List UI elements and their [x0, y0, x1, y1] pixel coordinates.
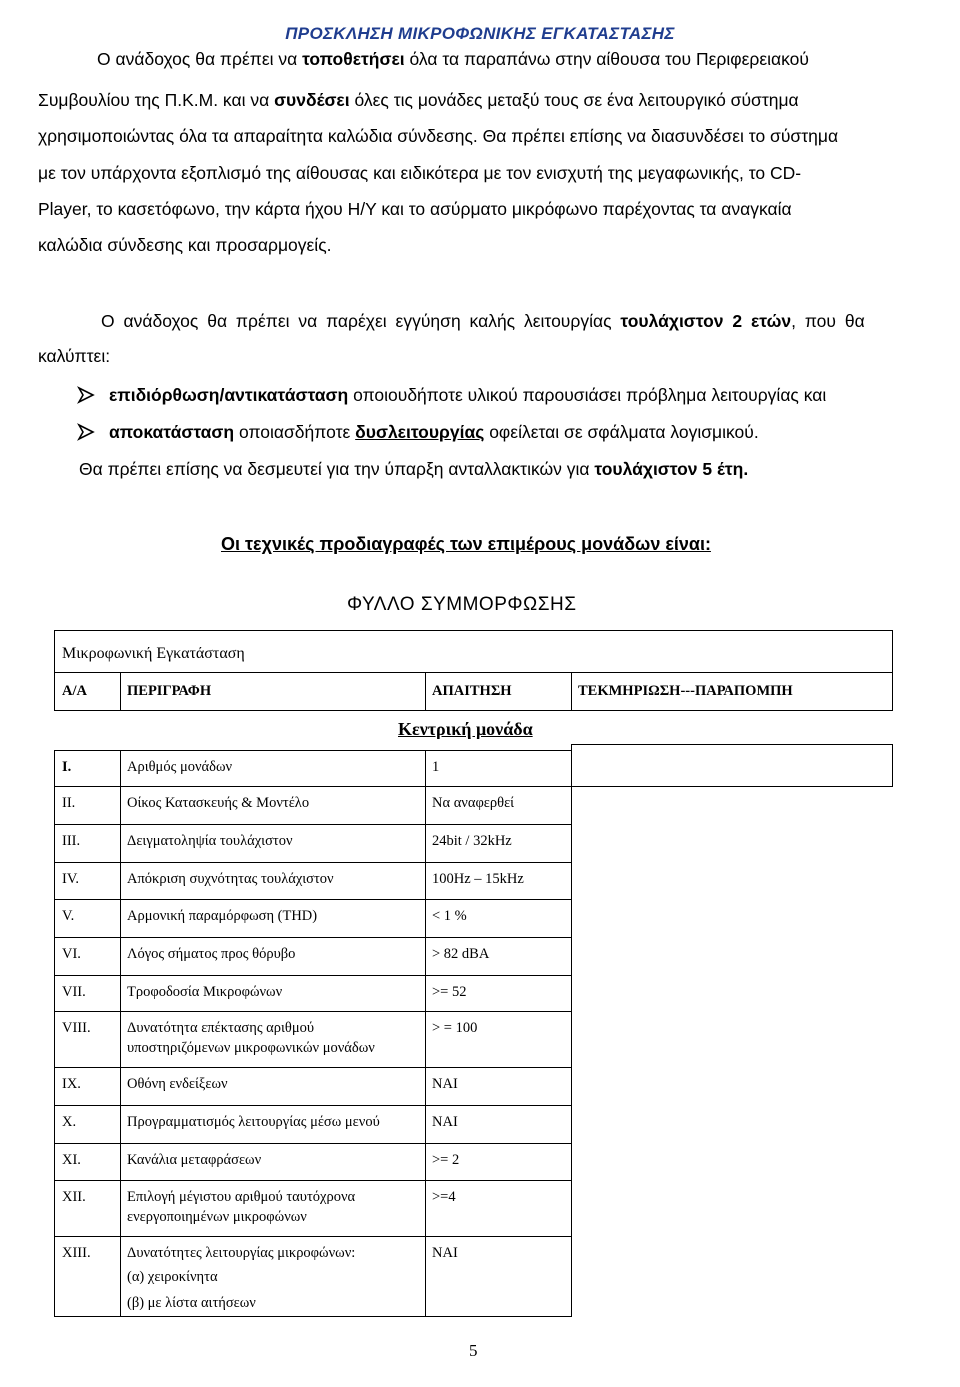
text: οποιουδήποτε υλικού παρουσιάσει πρόβλημα λειτουργίας και [348, 385, 827, 405]
row-requirement: 1 [432, 759, 440, 775]
table-row-border-top [54, 1105, 572, 1106]
table-doc-col-border [571, 786, 893, 787]
para1-line4: με τον υπάρχοντα εξοπλισμό της αίθουσας και ειδικότερα με τον ενισχυτή της μεγαφωνικής, το CD- [38, 163, 802, 183]
table-col-sep [571, 786, 572, 825]
table-col-sep [571, 1180, 572, 1237]
table-row-border-top [54, 786, 572, 787]
row-number: XI. [62, 1152, 81, 1168]
table-col-sep [120, 1105, 121, 1144]
table-col-sep [120, 1236, 121, 1317]
specs-heading: Οι τεχνικές προδιαγραφές των επιμέρους μονάδων είναι: [221, 534, 711, 554]
table-col-sep [425, 1105, 426, 1144]
table-row-border-top [54, 750, 572, 751]
table-col-sep [120, 899, 121, 938]
row-description: Δυνατότητες λειτουργίας μικροφώνων: [127, 1245, 356, 1261]
row-description-line2: (α) χειροκίνητα [127, 1269, 218, 1285]
table-col-sep [571, 1011, 572, 1068]
table-col-sep [425, 1236, 426, 1317]
table-row-border-left [54, 824, 55, 863]
table-col-sep [425, 1143, 426, 1181]
table-row-border-top [54, 824, 572, 825]
table-col-sep [120, 862, 121, 900]
row-number: IX. [62, 1076, 81, 1092]
table-border-right [892, 630, 893, 711]
table-col-sep [120, 1180, 121, 1237]
table-col-sep [120, 937, 121, 976]
row-description: Απόκριση συχνότητας τουλάχιστον [127, 871, 334, 887]
table-col-sep [425, 975, 426, 1012]
row-requirement: >=4 [432, 1189, 456, 1205]
table-row-border-left [54, 937, 55, 976]
row-number: XIII. [62, 1245, 91, 1261]
table-row-border-left [54, 1105, 55, 1144]
bold-text: επιδιόρθωση/αντικατάσταση [109, 385, 349, 405]
table-col-sep [571, 750, 572, 787]
table-col-sep [120, 1011, 121, 1068]
compliance-title: ΦΥΛΛΟ ΣΥΜΜΟΡΦΩΣΗΣ [347, 594, 577, 615]
text: , που θα [791, 311, 865, 331]
table-col-sep [571, 1143, 572, 1181]
table-row-border-top [54, 1067, 572, 1068]
table-doc-col-border [892, 744, 893, 787]
page-number: 5 [469, 1341, 478, 1360]
table-col-sep [120, 975, 121, 1012]
row-requirement: Να αναφερθεί [432, 795, 515, 811]
row-requirement: >= 52 [432, 984, 467, 1000]
table-border-top [54, 630, 893, 631]
table-row-border-left [54, 1180, 55, 1237]
table-row-border-left [54, 786, 55, 825]
table-col-sep [571, 1236, 572, 1317]
table-col-sep [120, 1143, 121, 1181]
row-requirement: > 82 dBA [432, 946, 490, 962]
row-requirement: 100Hz – 15kHz [432, 871, 524, 887]
table-row-border-left [54, 1067, 55, 1106]
row-number: X. [62, 1114, 77, 1130]
table-row-border-left [54, 1143, 55, 1181]
para1-line3: χρησιμοποιώντας όλα τα απαραίτητα καλώδια σύνδεσης. Θα πρέπει επίσης να διασυνδέσει το σύστημα [38, 126, 839, 146]
table-caption: Μικροφωνική Εγκατάσταση [62, 645, 245, 662]
row-number: I. [62, 759, 72, 775]
text: Συμβουλίου της Π.Κ.Μ. και να [38, 90, 275, 110]
table-row-border-bottom [54, 1316, 572, 1317]
table-row-border-left [54, 862, 55, 900]
table-row-border-left [54, 899, 55, 938]
bullet-item-2 [77, 421, 759, 443]
row-number: VII. [62, 984, 86, 1000]
table-col-sep [425, 672, 426, 711]
table-col-sep [571, 1067, 572, 1106]
text: όλα τα παραπάνω στην αίθουσα του Περιφερειακού [404, 49, 809, 69]
text: οφείλεται σε σφάλματα λογισμικού. [484, 422, 759, 442]
table-section-title: Κεντρική μονάδα [398, 719, 533, 739]
row-description: Δυνατότητα επέκτασης αριθμού [127, 1020, 315, 1036]
table-row-border-left [54, 750, 55, 787]
row-description: Κανάλια μεταφράσεων [127, 1152, 262, 1168]
table-rule [54, 710, 893, 711]
row-description: Λόγος σήματος προς θόρυβο [127, 946, 296, 962]
row-requirement: >= 2 [432, 1152, 460, 1168]
table-col-sep [425, 899, 426, 938]
table-row-border-left [54, 1236, 55, 1317]
table-row-border-top [54, 975, 572, 976]
row-description-line2: ενεργοποιημένων μικροφώνων [127, 1209, 307, 1225]
row-requirement: ΝΑΙ [432, 1076, 458, 1092]
bold-text: συνδέσει [274, 90, 350, 110]
table-col-sep [571, 824, 572, 863]
table-header-num: Α/Α [62, 683, 87, 699]
table-col-sep [120, 750, 121, 787]
row-description-line2: υποστηριζόμενων μικροφωνικών μονάδων [127, 1040, 375, 1056]
para2-line1 [101, 310, 865, 332]
para1-line1 [97, 48, 809, 70]
bold-text: τοποθετήσει [302, 49, 405, 69]
table-col-sep [571, 899, 572, 938]
bold-text: τουλάχιστον 2 ετών [620, 311, 792, 331]
table-col-sep [120, 824, 121, 863]
arrow-bullet-icon [77, 423, 95, 441]
bullet-item-1 [77, 384, 826, 406]
text: Ο ανάδοχος θα πρέπει να [97, 49, 303, 69]
text: Ο ανάδοχος θα πρέπει να παρέχει εγγύηση καλής λειτουργίας [101, 311, 621, 331]
para1-line2 [38, 89, 799, 111]
table-col-sep [425, 862, 426, 900]
table-col-sep [571, 1105, 572, 1144]
row-requirement: ΝΑΙ [432, 1245, 458, 1261]
row-description: Αρμονική παραμόρφωση (THD) [127, 908, 318, 924]
table-col-sep [571, 975, 572, 1012]
table-row-border-top [54, 1143, 572, 1144]
row-requirement: 24bit / 32kHz [432, 833, 512, 849]
row-number: IV. [62, 871, 80, 887]
bold-underlined-text: δυσλειτουργίας [355, 422, 485, 442]
table-col-sep [425, 824, 426, 863]
row-number: XII. [62, 1189, 86, 1205]
table-col-sep [120, 786, 121, 825]
table-col-sep [571, 937, 572, 976]
row-requirement: ΝΑΙ [432, 1114, 458, 1130]
row-number: VI. [62, 946, 81, 962]
table-row-border-top [54, 899, 572, 900]
row-requirement: > = 100 [432, 1020, 478, 1036]
table-col-sep [425, 1180, 426, 1237]
table-header-documentation: ΤΕΚΜΗΡΙΩΣΗ---ΠΑΡΑΠΟΜΠΗ [578, 683, 793, 699]
table-col-sep [425, 786, 426, 825]
table-row-border-left [54, 975, 55, 1012]
row-description: Προγραμματισμός λειτουργίας μέσω μενού [127, 1114, 380, 1130]
text: όλες τις μονάδες μεταξύ τους σε ένα λειτουργικό σύστημα [349, 90, 799, 110]
table-row-border-top [54, 1011, 572, 1012]
para2-line2: καλύπτει: [38, 346, 111, 366]
row-requirement: < 1 % [432, 908, 467, 924]
bold-text: τουλάχιστον 5 έτη. [594, 459, 749, 479]
table-row-border-top [54, 1236, 572, 1237]
table-row-border-top [54, 937, 572, 938]
table-row-border-top [54, 1180, 572, 1181]
table-border-left [54, 630, 55, 711]
row-number: VIII. [62, 1020, 91, 1036]
table-col-sep [120, 672, 121, 711]
row-number: V. [62, 908, 75, 924]
text: Θα πρέπει επίσης να δεσμευτεί για την ύπαρξη ανταλλακτικών για [79, 459, 595, 479]
para1-line5: Player, το κασετόφωνο, την κάρτα ήχου Η/Υ και το ασύρματο μικρόφωνο παρέχοντας τα αναγκαία [38, 199, 792, 219]
row-number: II. [62, 795, 76, 811]
page-header-title: ΠΡΟΣΚΛΗΣΗ ΜΙΚΡΟΦΩΝΙΚΗΣ ΕΓΚΑΤΑΣΤΑΣΗΣ [285, 24, 675, 43]
para3 [79, 458, 748, 480]
table-col-sep [120, 1067, 121, 1106]
table-row-border-left [54, 1011, 55, 1068]
table-col-sep [425, 1011, 426, 1068]
table-col-sep [425, 937, 426, 976]
row-number: III. [62, 833, 81, 849]
row-description: Δειγματοληψία τουλάχιστον [127, 833, 293, 849]
table-row-border-top [54, 862, 572, 863]
text: οποιασδήποτε [234, 422, 356, 442]
row-description: Επιλογή μέγιστου αριθμού ταυτόχρονα [127, 1189, 356, 1205]
table-col-sep [425, 1067, 426, 1106]
row-description: Τροφοδοσία Μικροφώνων [127, 984, 283, 1000]
table-col-sep [571, 672, 572, 711]
row-description: Αριθμός μονάδων [127, 759, 233, 775]
row-description-line3: (β) με λίστα αιτήσεων [127, 1295, 256, 1311]
arrow-bullet-icon [77, 386, 95, 404]
bold-text: αποκατάσταση [109, 422, 235, 442]
table-header-description: ΠΕΡΙΓΡΑΦΗ [127, 683, 212, 699]
table-col-sep [425, 750, 426, 787]
table-rule [54, 672, 893, 673]
row-description: Οθόνη ενδείξεων [127, 1076, 228, 1092]
table-header-requirement: ΑΠΑΙΤΗΣΗ [432, 683, 512, 699]
table-doc-col-border [571, 744, 893, 745]
para1-line6: καλώδια σύνδεσης και προσαρμογείς. [38, 235, 332, 255]
row-description: Οίκος Κατασκευής & Μοντέλο [127, 795, 310, 811]
table-col-sep [571, 862, 572, 900]
